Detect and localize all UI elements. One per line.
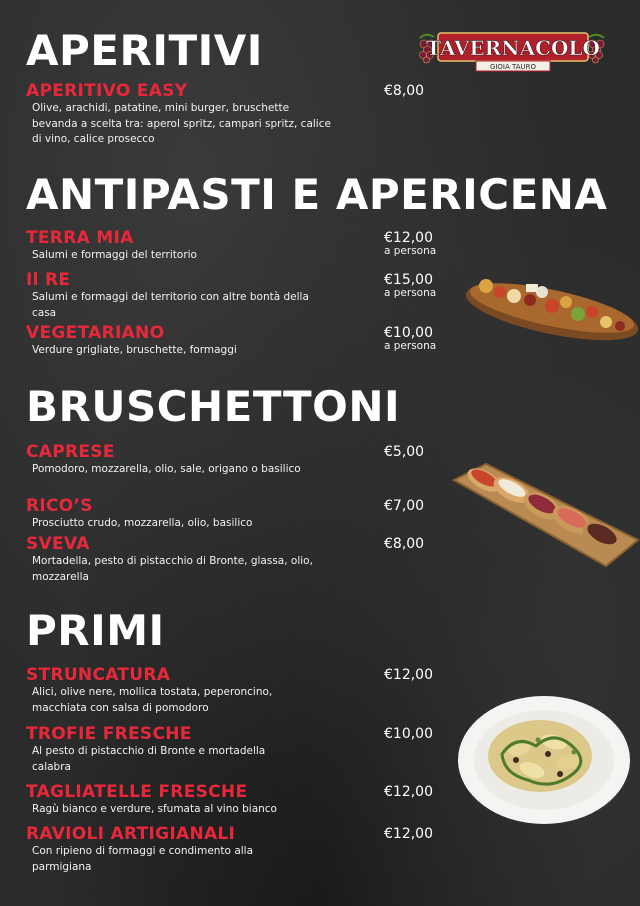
bruschette-board-image (450, 458, 640, 570)
section-title-aperitivi: APERITIVI (26, 26, 263, 75)
item-description: Salumi e formaggi del territorio (32, 249, 197, 261)
item-description: Olive, arachidi, patatine, mini burger, bruschette bevanda a scelta tra: aperol spritz, campari spritz, calice di vino, calice prosecco (32, 102, 331, 145)
section-title-primi: PRIMI (26, 606, 165, 655)
item-name: Il RE (26, 270, 71, 290)
item-unit: a persona (384, 340, 437, 352)
item-description: Al pesto di pistacchio di Bronte e mortadella calabra (32, 745, 266, 773)
item-name: TERRA MIA (26, 228, 134, 248)
item-name: RAVIOLI ARTIGIANALI (26, 824, 236, 844)
item-price: €12,00 (384, 826, 433, 842)
item-description: Alici, olive nere, mollica tostata, peperoncino, macchiata con salsa di pomodoro (32, 686, 273, 714)
menu-item (26, 228, 626, 264)
menu-item (26, 824, 626, 875)
item-unit: a persona (384, 287, 437, 299)
item-price: €8,00 (384, 83, 425, 99)
logo-name: TAVERNACOLO (426, 36, 600, 60)
item-description: Pomodoro, mozzarella, olio, sale, origano o basilico (32, 463, 301, 475)
antipasto-platter-image (456, 262, 640, 354)
item-name: CAPRESE (26, 442, 115, 462)
item-description: Prosciutto crudo, mozzarella, olio, basilico (32, 517, 253, 529)
item-description: Ragù bianco e verdure, sfumata al vino bianco (32, 803, 277, 815)
item-price: €8,00 (384, 536, 425, 552)
item-price: €5,00 (384, 444, 425, 460)
item-description: Con ripieno di formaggi e condimento alla parmigiana (32, 845, 254, 873)
item-price: €12,00 (384, 230, 433, 246)
section-title-antipasti: ANTIPASTI E APERICENA (26, 170, 608, 219)
item-description: Verdure grigliate, bruschette, formaggi (32, 344, 237, 356)
logo-location: GIOIA TAURO (489, 63, 537, 71)
item-price: €7,00 (384, 498, 425, 514)
item-name: RICO’S (26, 496, 93, 516)
item-price: €10,00 (384, 325, 433, 341)
item-price: €15,00 (384, 272, 433, 288)
item-price: €12,00 (384, 784, 433, 800)
item-unit: a persona (384, 245, 437, 257)
pasta-plate-image (456, 694, 632, 826)
item-name: SVEVA (26, 534, 90, 554)
item-description: Salumi e formaggi del territorio con altre bontà della casa (32, 291, 309, 319)
item-name: APERITIVO EASY (26, 81, 188, 101)
tavernacolo-logo (414, 28, 610, 78)
menu-item (26, 81, 626, 148)
item-name: TROFIE FRESCHE (26, 724, 192, 744)
item-name: STRUNCATURA (26, 665, 171, 685)
item-price: €12,00 (384, 667, 433, 683)
item-description: Mortadella, pesto di pistacchio di Bronte, glassa, olio, mozzarella (32, 555, 313, 583)
item-price: €10,00 (384, 726, 433, 742)
section-title-bruschettoni: BRUSCHETTONI (26, 382, 401, 431)
item-name: VEGETARIANO (26, 323, 165, 343)
item-name: TAGLIATELLE FRESCHE (26, 782, 248, 802)
